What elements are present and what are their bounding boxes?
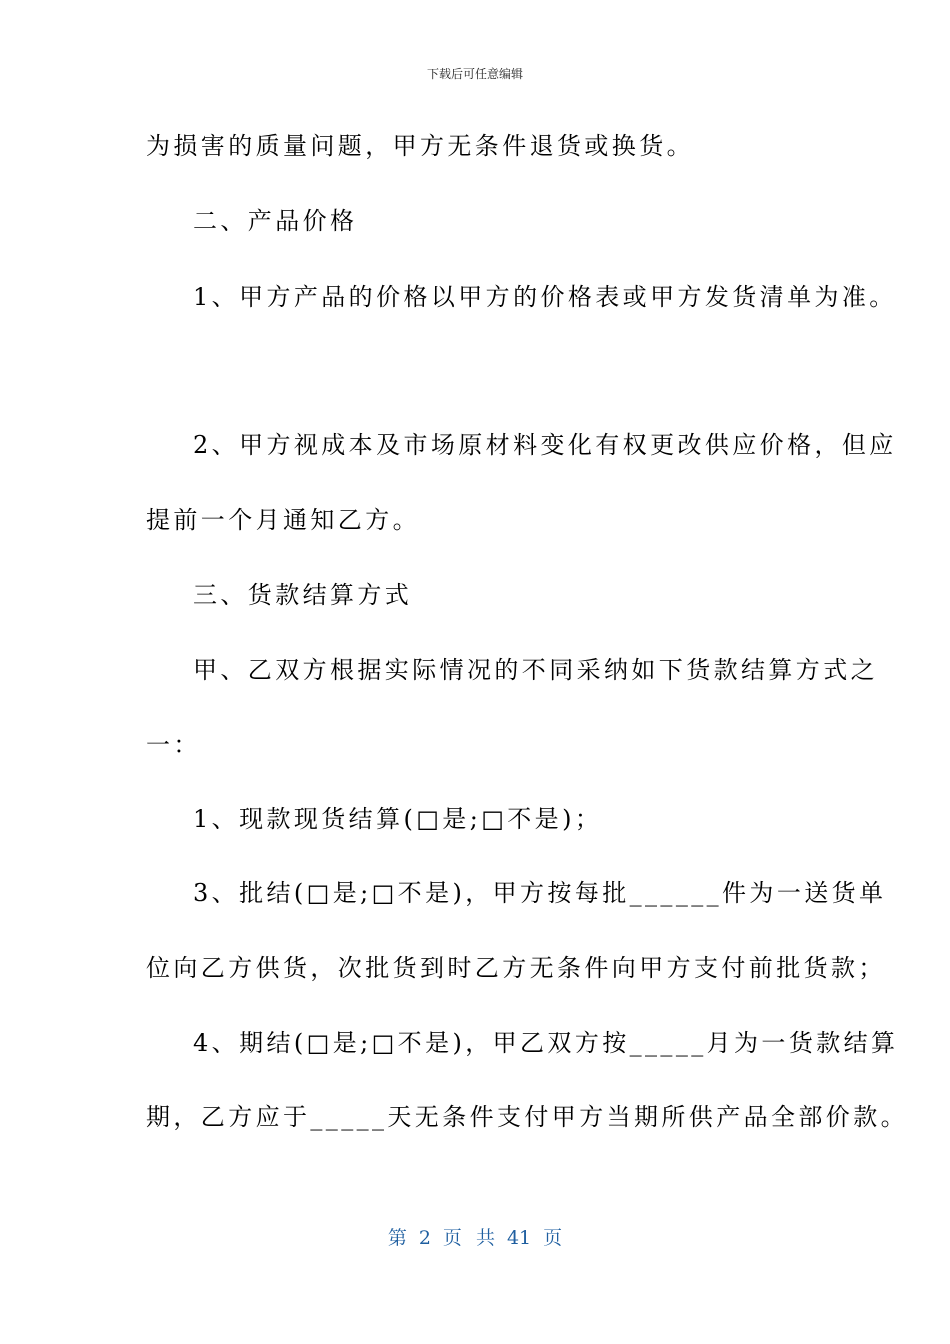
body-line-payment-3-cont: 位向乙方供货，次批货到时乙方无条件向甲方支付前批货款；: [146, 954, 886, 982]
body-line-price-2-cont: 提前一个月通知乙方。: [146, 506, 420, 534]
footer-suffix: 页: [543, 1227, 563, 1249]
body-line-1: 为损害的质量问题，甲方无条件退货或换货。: [146, 132, 694, 160]
body-line-payment-1: 1、现款现货结算(□是;□不是)；: [193, 805, 603, 833]
body-line-price-2: 2、甲方视成本及市场原材料变化有权更改供应价格，但应: [193, 431, 897, 459]
body-line-payment-4-cont: 期，乙方应于_____天无条件支付甲方当期所供产品全部价款。: [146, 1103, 908, 1131]
page-footer: [0, 1226, 950, 1250]
section-heading-price: 二、产品价格: [193, 207, 358, 235]
section-heading-payment: 三、货款结算方式: [193, 581, 413, 609]
footer-prefix: 第: [387, 1227, 407, 1249]
body-line-payment-4: 4、期结(□是;□不是)，甲乙双方按_____月为一货款结算: [193, 1029, 899, 1057]
footer-total-pages: 41: [506, 1227, 532, 1249]
body-line-payment-intro-cont: 一：: [146, 731, 201, 759]
body-line-payment-intro: 甲、乙双方根据实际情况的不同采纳如下货款结算方式之: [193, 656, 878, 684]
footer-page-number: 2: [418, 1227, 431, 1249]
footer-middle: 页 共: [442, 1227, 495, 1249]
body-line-payment-3: 3、批结(□是;□不是)，甲方按每批______件为一送货单: [193, 879, 887, 907]
body-line-price-1: 1、甲方产品的价格以甲方的价格表或甲方发货清单为准。: [193, 283, 897, 311]
page-header: 下载后可任意编辑: [426, 67, 523, 81]
